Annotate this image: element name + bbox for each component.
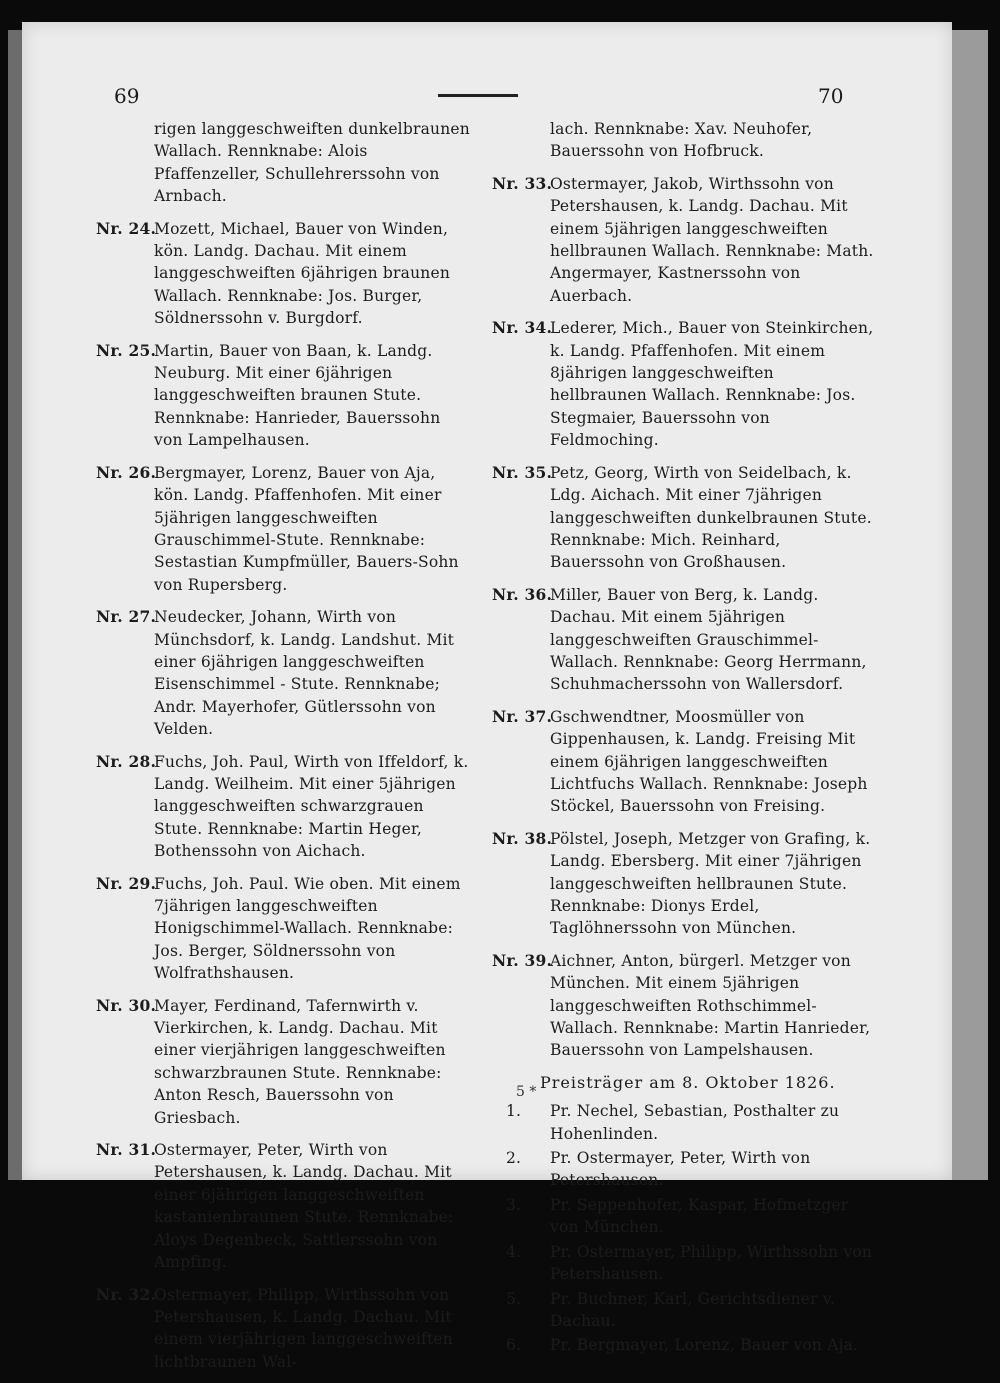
entry xyxy=(492,584,874,696)
prize-item xyxy=(492,1241,874,1286)
entry-number: Nr. 39. xyxy=(492,950,553,970)
left-page-edge xyxy=(8,30,22,1180)
entry-number: Nr. 24. xyxy=(96,218,157,238)
entry xyxy=(492,317,874,451)
entry-text: Bergmayer, Lorenz, Bauer von Aja, kön. Landg. Pfaffenhofen. Mit einer 5jährigen langgeschweiften Grauschimmel-Stute. Rennknabe: Sestastian Kumpfmüller, Bauers-Sohn von Rupersberg. xyxy=(154,463,459,594)
prize-item xyxy=(492,1147,874,1192)
entry-text: Aichner, Anton, bürgerl. Metzger von München. Mit einem 5jährigen langgeschweiften Rothschimmel-Wallach. Rennknabe: Martin Hanrieder, Bauerssohn von Lampelshausen. xyxy=(550,951,871,1060)
prize-item xyxy=(492,1100,874,1145)
signature-mark: 5 * xyxy=(516,1084,537,1100)
entry xyxy=(492,118,874,163)
entry xyxy=(96,462,472,596)
entry xyxy=(96,606,472,740)
entry-number: Nr. 34. xyxy=(492,318,553,338)
entry-text: Lederer, Mich., Bauer von Steinkirchen, k. Landg. Pfaffenhofen. Mit einem 8jährigen langgeschweiften hellbraunen Wallach. Rennknabe: Jos. Stegmaier, Bauerssohn von Feldmoching. xyxy=(550,319,874,450)
entry-text: rigen langgeschweiften dunkelbraunen Wallach. Rennknabe: Alois Pfaffenzeller, Schullehrerssohn von Arnbach. xyxy=(154,120,470,206)
entry-number: Nr. 36. xyxy=(492,584,553,604)
prize-item xyxy=(492,1288,874,1333)
prize-number: 3. xyxy=(506,1195,522,1214)
entry xyxy=(96,751,472,863)
entry-text: Martin, Bauer von Baan, k. Landg. Neuburg. Mit einer 6jährigen langgeschweiften braunen Stute. Rennknabe: Hanrieder, Bauerssohn von Lampelhausen. xyxy=(154,341,441,450)
entry xyxy=(492,462,874,574)
entry-number: Nr. 27. xyxy=(96,607,157,627)
prize-number: 2. xyxy=(506,1149,522,1168)
header-rule xyxy=(438,94,518,97)
entry-text: Fuchs, Joh. Paul. Wie oben. Mit einem 7jährigen langgeschweiften Honigschimmel-Wallach. Rennknabe: Jos. Berger, Söldnerssohn von Wolfrathshausen. xyxy=(154,874,461,983)
entry xyxy=(96,340,472,452)
prize-text: Pr. Seppenhofer, Kaspar, Hofmetzger von München. xyxy=(550,1195,849,1237)
entry-text: Mozett, Michael, Bauer von Winden, kön. Landg. Dachau. Mit einem langgeschweiften 6jährigen braunen Wallach. Rennknabe: Jos. Burger, Söldnerssohn v. Burgdorf. xyxy=(154,219,451,328)
entry-text: Fuchs, Joh. Paul, Wirth von Iffeldorf, k. Landg. Weilheim. Mit einer 5jährigen langgeschweiften schwarzgrauen Stute. Rennknabe: Martin Heger, Bothenssohn von Aichach. xyxy=(154,752,469,861)
entry-text: Miller, Bauer von Berg, k. Landg. Dachau. Mit einem 5jährigen langgeschweiften Grauschimmel-Wallach. Rennknabe: Georg Herrmann, Schuhmacherssohn von Wallersdorf. xyxy=(550,585,867,694)
prize-text: Pr. Buchner, Karl, Gerichtsdiener v. Dachau. xyxy=(550,1289,836,1330)
entry-number: Nr. 28. xyxy=(96,751,157,771)
prize-item xyxy=(492,1194,874,1239)
prize-text: Pr. Bergmayer, Lorenz, Bauer von Aja. xyxy=(550,1336,859,1355)
prize-text: Pr. Ostermayer, Philipp, Wirthssohn von Petershausen. xyxy=(550,1242,873,1284)
entry-number: Nr. 37. xyxy=(492,706,553,726)
prize-number: 5. xyxy=(506,1289,522,1308)
entry xyxy=(96,218,472,330)
entry-text: Gschwendtner, Moosmüller von Gippenhausen, k. Landg. Freising Mit einem 6jährigen langgeschweiften Lichtfuchs Wallach. Rennknabe: Joseph Stöckel, Bauerssohn von Freising. xyxy=(550,707,868,816)
entry xyxy=(96,118,472,208)
entry-number: Nr. 25. xyxy=(96,340,157,360)
entry xyxy=(96,1139,472,1273)
entry-number: Nr. 30. xyxy=(96,995,157,1015)
page-number-left: 69 xyxy=(114,84,140,108)
entry-text: Neudecker, Johann, Wirth von Münchsdorf, k. Landg. Landshut. Mit einer 6jährigen langgeschweiften Eisenschimmel - Stute. Rennknabe; Andr. Mayerhofer, Gütlerssohn von Velden. xyxy=(154,608,455,739)
prize-number: 1. xyxy=(506,1102,522,1121)
entry-text: Ostermayer, Peter, Wirth von Petershausen, k. Landg. Dachau. Mit einer 6jährigen langgeschweiften kastanienbraunen Stute. Rennknabe: Aloys Degenbeck, Sattlerssohn von Ampfing. xyxy=(154,1141,454,1272)
entry xyxy=(96,1284,472,1374)
entry-number: Nr. 31. xyxy=(96,1140,157,1160)
entry-number: Nr. 29. xyxy=(96,873,157,893)
entry-text: Ostermayer, Philipp, Wirthssohn von Petershausen, k. Landg. Dachau. Mit einem vierjährigen langgeschweiften lichtbraunen Wal- xyxy=(154,1285,453,1371)
entry-number: Nr. 26. xyxy=(96,462,157,482)
right-column xyxy=(492,118,874,1359)
entry-number: Nr. 35. xyxy=(492,462,553,482)
entry-number: Nr. 32. xyxy=(96,1284,157,1304)
right-page-edge xyxy=(952,30,988,1180)
prize-heading: Preisträger am 8. Oktober 1826. xyxy=(540,1072,836,1092)
prize-number: 6. xyxy=(506,1336,522,1355)
prize-item xyxy=(492,1334,874,1356)
entry xyxy=(96,873,472,985)
entry xyxy=(492,950,874,1062)
entry xyxy=(96,995,472,1129)
prize-number: 4. xyxy=(506,1242,522,1261)
entry xyxy=(492,828,874,940)
entry-number: Nr. 33. xyxy=(492,173,553,193)
entry-text: Petz, Georg, Wirth von Seidelbach, k. Ldg. Aichach. Mit einer 7jährigen langgeschweiften dunkelbraunen Stute. Rennknabe: Mich. Reinhard, Bauerssohn von Großhausen. xyxy=(550,463,872,572)
entry xyxy=(492,173,874,307)
entry-number: Nr. 38. xyxy=(492,828,553,848)
entry-text: Ostermayer, Jakob, Wirthssohn von Petershausen, k. Landg. Dachau. Mit einem 5jährigen langgeschweiften hellbraunen Wallach. Rennknabe: Math. Angermayer, Kastnerssohn von Auerbach. xyxy=(550,174,874,305)
prize-text: Pr. Ostermayer, Peter, Wirth von Petershausen. xyxy=(550,1149,811,1190)
left-column xyxy=(96,118,472,1383)
prize-text: Pr. Nechel, Sebastian, Posthalter zu Hohenlinden. xyxy=(550,1102,840,1143)
entry-text: Mayer, Ferdinand, Tafernwirth v. Vierkirchen, k. Landg. Dachau. Mit einer vierjährigen langgeschweiften schwarzbraunen Stute. Rennknabe: Anton Resch, Bauerssohn von Griesbach. xyxy=(154,996,446,1127)
page-number-right: 70 xyxy=(818,84,844,108)
entry-text: Pölstel, Joseph, Metzger von Grafing, k. Landg. Ebersberg. Mit einer 7jährigen langgeschweiften hellbraunen Stute. Rennknabe: Dionys Erdel, Taglöhnerssohn von München. xyxy=(550,829,871,938)
entry xyxy=(492,706,874,818)
entry-text: lach. Rennknabe: Xav. Neuhofer, Bauerssohn von Hofbruck. xyxy=(550,120,813,161)
